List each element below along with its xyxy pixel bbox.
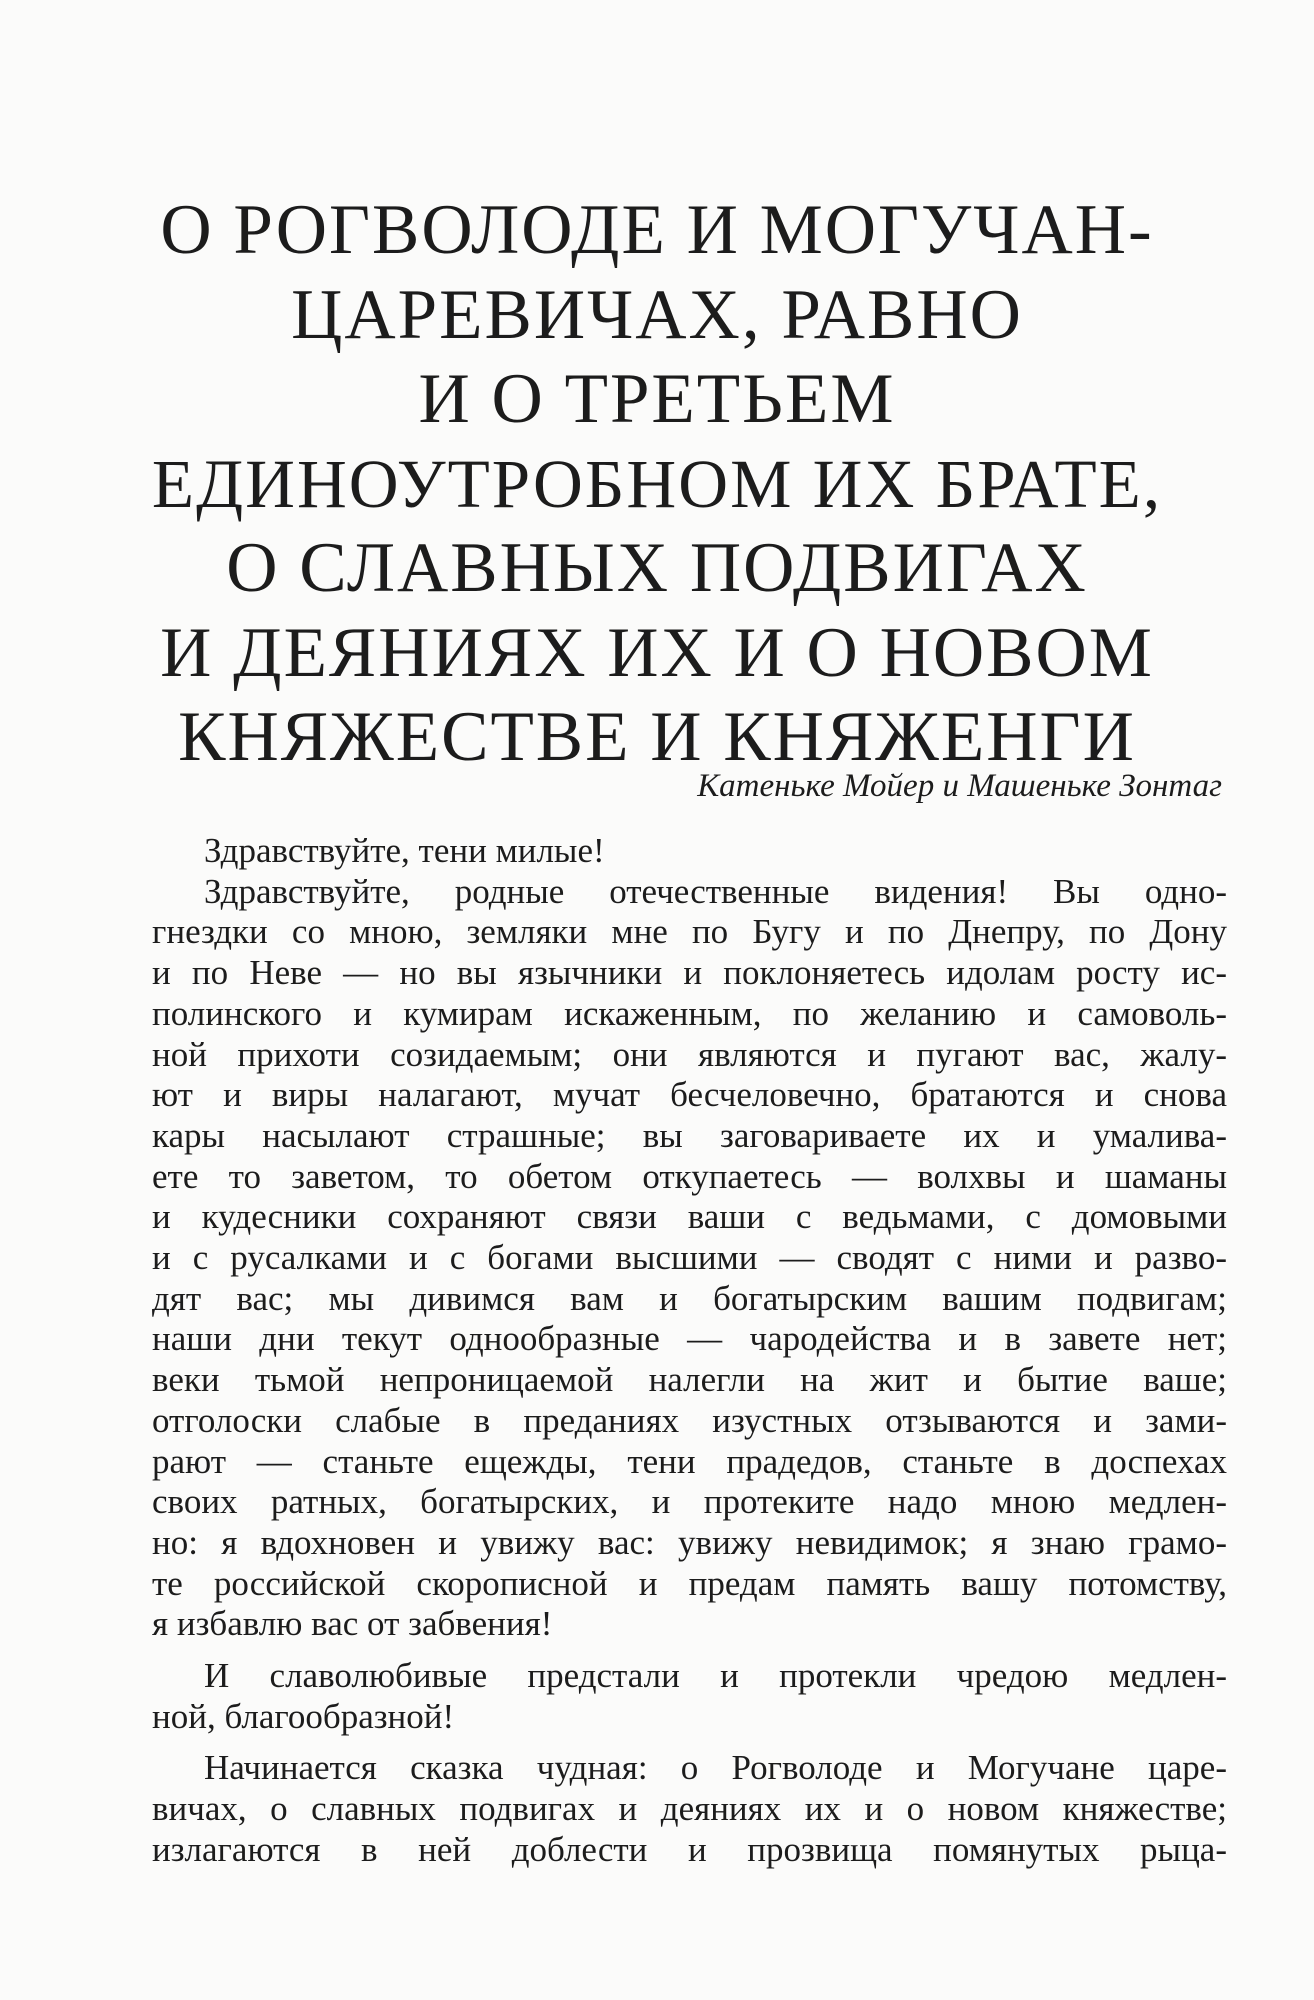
text-line: те российской скорописной и предам память вашу потомству, — [152, 1563, 1227, 1603]
text-line: рают — станьте ещежды, тени прадедов, станьте в доспехах — [152, 1441, 1227, 1481]
paragraph — [152, 1748, 1227, 1870]
text-line: ют и виры налагают, мучат бесчеловечно, братаются и снова — [152, 1075, 1227, 1115]
text-line: наши дни текут однообразные — чародейства и в завете нет; — [152, 1319, 1227, 1359]
text-line: гнездки со мною, земляки мне по Бугу и по Днепру, по Дону — [152, 912, 1227, 952]
text-line: полинского и кумирам искаженным, по желанию и самоволь- — [152, 993, 1227, 1033]
text-line: ной прихоти созидаемым; они являются и пугают вас, жалу- — [152, 1034, 1227, 1074]
text-line: веки тьмой непроницаемой налегли на жит и бытие ваше; — [152, 1360, 1227, 1400]
body-text — [152, 831, 1227, 1871]
chapter-title — [150, 188, 1164, 780]
title-line: О РОГВОЛОДЕ И МОГУЧАН- — [160, 191, 1154, 269]
text-line: излагаются в ней доблести и прозвища помянутых рыца- — [152, 1829, 1227, 1869]
text-line: но: я вдохновен и увижу вас: увижу невидимок; я знаю грамо- — [152, 1522, 1227, 1562]
text-line: кары насылают страшные; вы заговариваете их и умалива- — [152, 1115, 1227, 1155]
paragraph — [152, 872, 1227, 1645]
text-line: ной, благообразной! — [152, 1696, 455, 1736]
paragraph — [152, 831, 1227, 872]
text-line: ете то заветом, то обетом откупаетесь — волхвы и шаманы — [152, 1156, 1227, 1196]
text-line: я избавлю вас от забвения! — [152, 1604, 553, 1644]
text-line: и по Неве — но вы язычники и поклоняетесь идолам росту ис- — [152, 953, 1227, 993]
title-line: О СЛАВНЫХ ПОДВИГАХ — [226, 529, 1088, 607]
text-line: вичах, о славных подвигах и деяниях их и о новом княжестве; — [152, 1789, 1227, 1829]
title-line: ЕДИНОУТРОБНОМ ИХ БРАТЕ, — [151, 445, 1163, 522]
dedication: Катеньке Мойер и Машеньке Зонтаг — [697, 768, 1222, 804]
title-line: И О ТРЕТЬЕМ — [418, 360, 896, 438]
text-line: и кудесники сохраняют связи ваши с ведьмами, с домовыми — [152, 1197, 1227, 1237]
text-line: отголоски слабые в преданиях изустных отзываются и зами- — [152, 1400, 1227, 1440]
paragraph — [152, 1656, 1227, 1737]
text-line: и с русалками и с богами высшими — сводят с ними и разво- — [152, 1238, 1227, 1278]
text-line: своих ратных, богатырских, и протеките надо мною медлен- — [152, 1482, 1227, 1522]
title-line: КНЯЖЕСТВЕ И КНЯЖЕНГИ — [178, 698, 1136, 776]
title-line: И ДЕЯНИЯХ ИХ И О НОВОМ — [160, 613, 1154, 692]
text-line: Начинается сказка чудная: о Рогволоде и Могучане царе- — [204, 1748, 1227, 1788]
text-line: Здравствуйте, родные отечественные видения! Вы одно- — [204, 871, 1227, 911]
title-line: ЦАРЕВИЧАХ, РАВНО — [291, 275, 1023, 354]
text-line: И славолюбивые предстали и протекли чредою медлен- — [204, 1656, 1227, 1696]
text-line: дят вас; мы дивимся вам и богатырским вашим подвигам; — [152, 1278, 1227, 1318]
text-line: Здравствуйте, тени милые! — [204, 831, 605, 870]
